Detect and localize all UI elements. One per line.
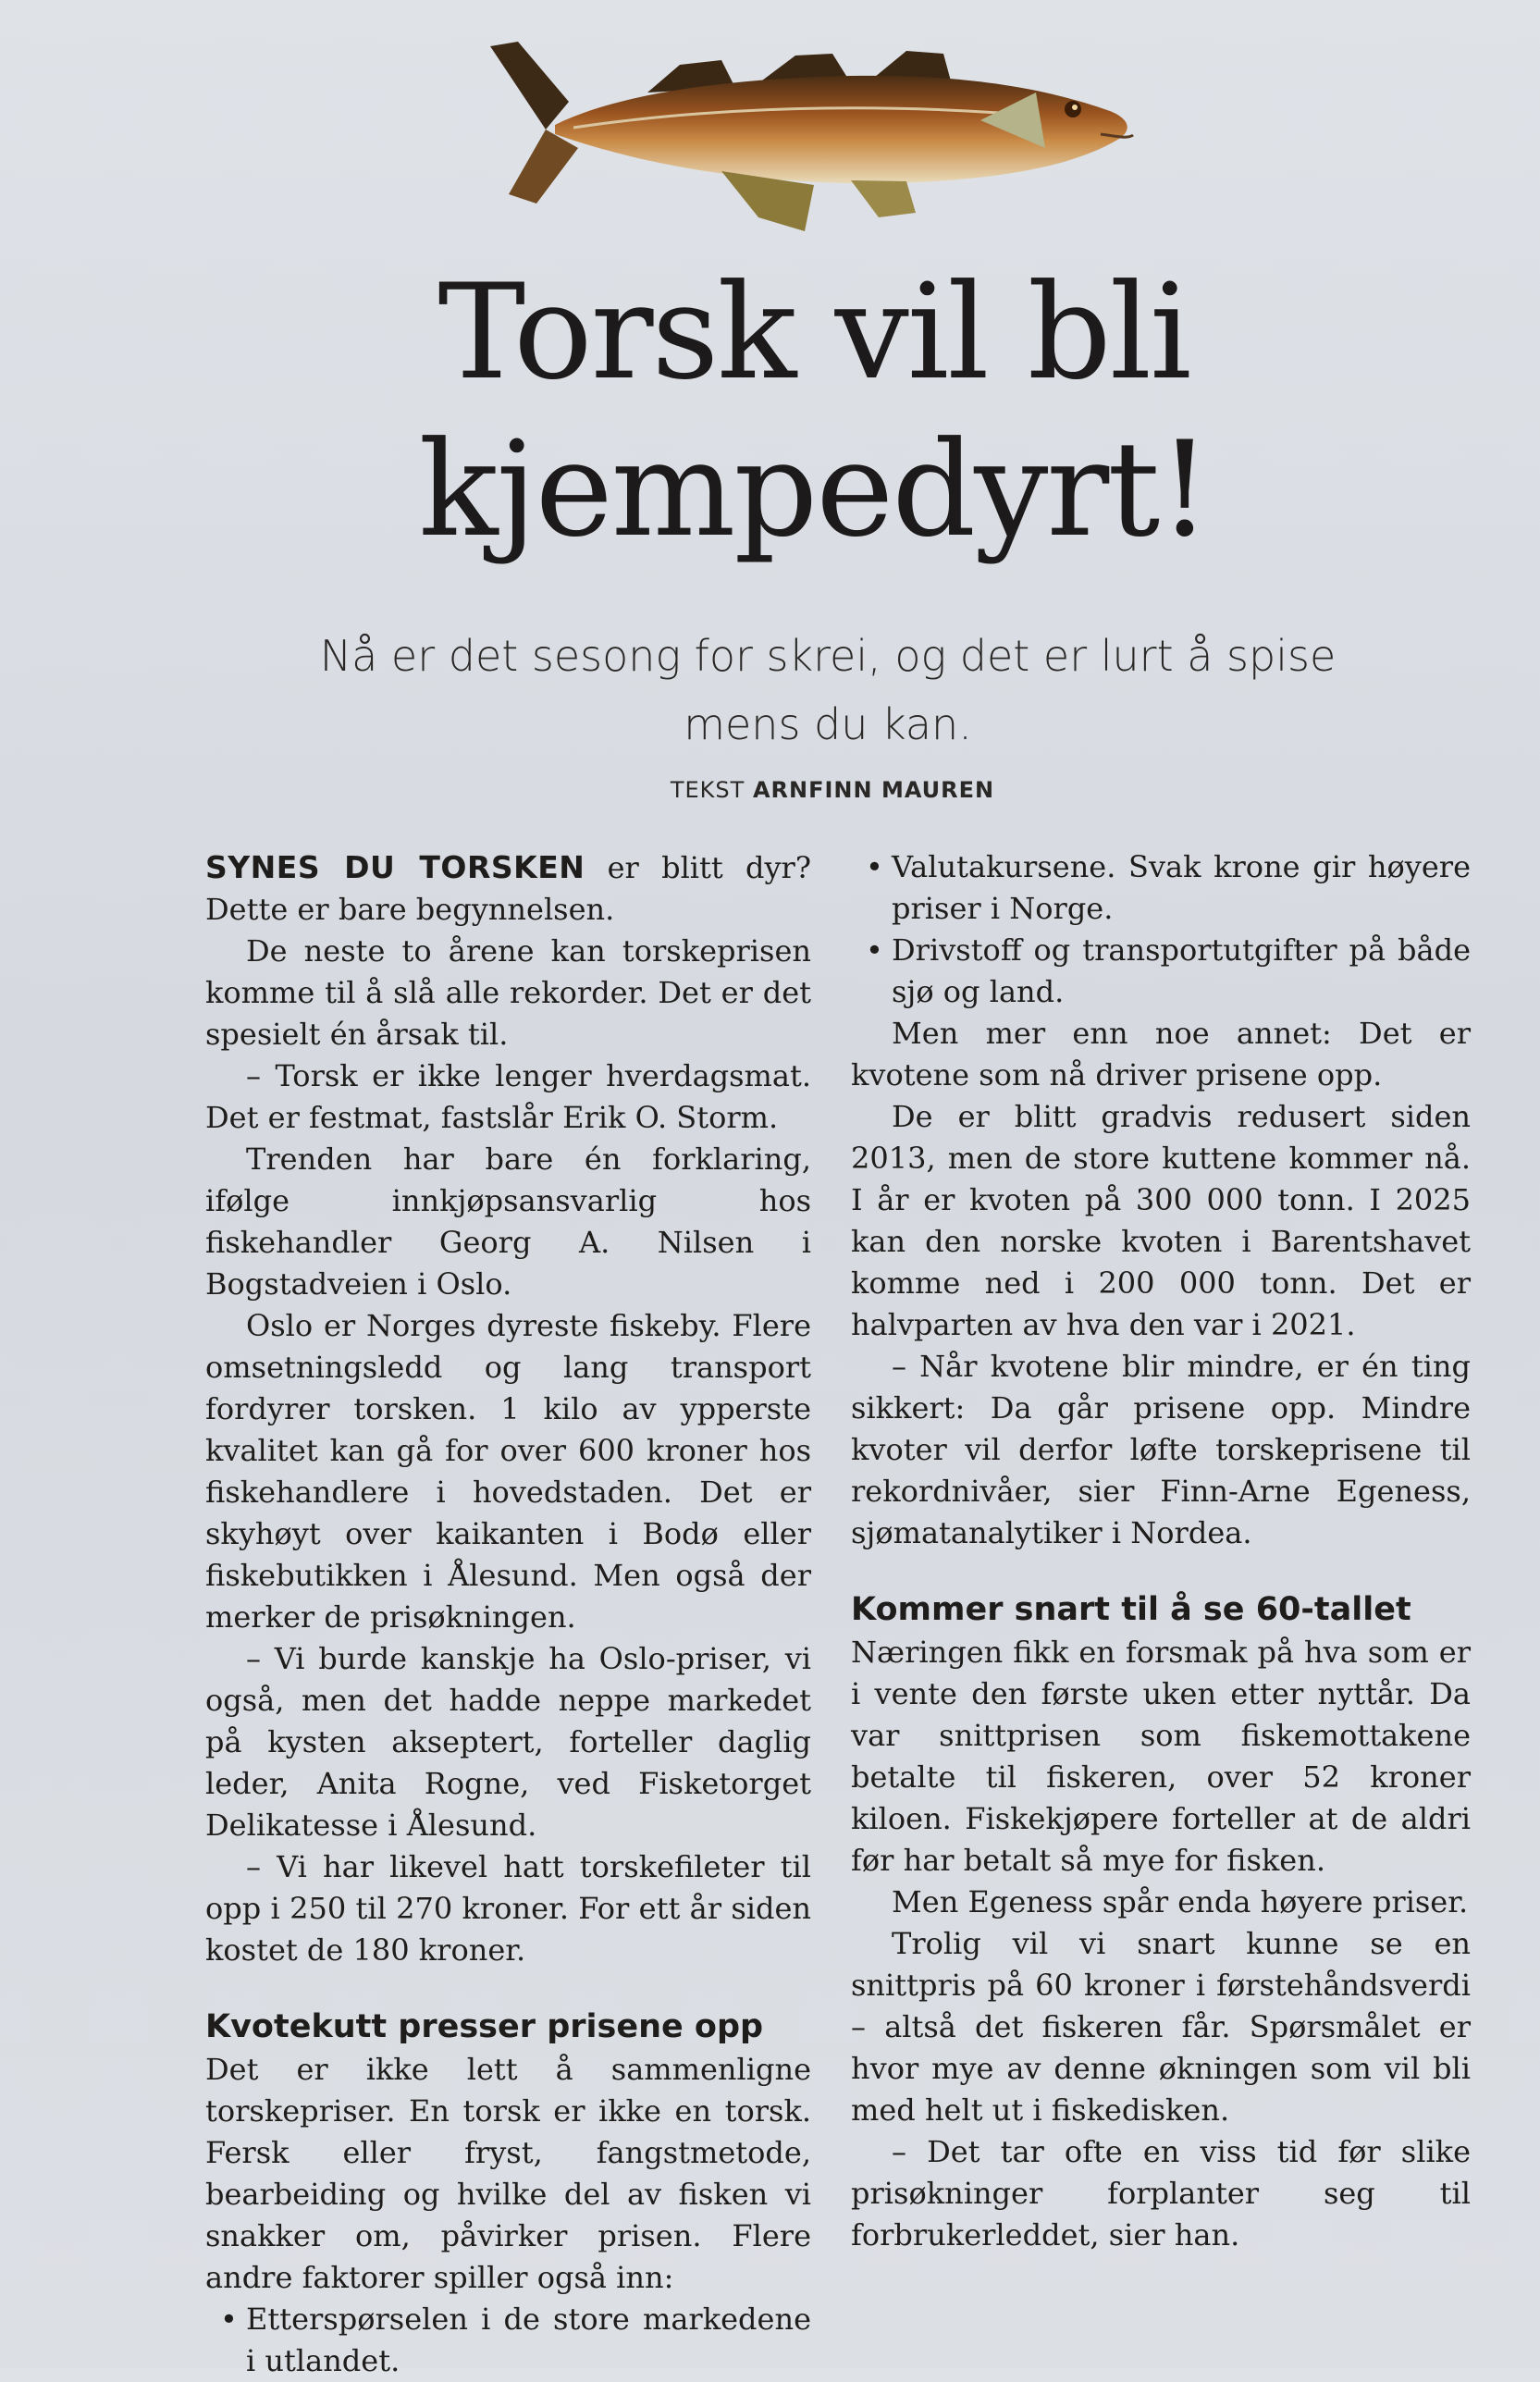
body-paragraph: Trolig vil vi snart kunne se en snittpris på 60 kroner i førstehåndsverdi – altså det fiskeren får. Spørsmålet er hvor mye av denne økningen som vil bli med helt ut i fiskedisken. bbox=[851, 1926, 1471, 2128]
body-paragraph: – Vi har likevel hatt torskefileter til opp i 250 til 270 kroner. For ett år siden kostet de 180 kroner. bbox=[205, 1849, 811, 1968]
lead-caps: SYNES DU TORSKEN bbox=[205, 849, 585, 885]
byline-author: ARNFINN MAUREN bbox=[752, 777, 995, 803]
bullet-glyph: • bbox=[220, 2302, 238, 2337]
lead-paragraph bbox=[205, 846, 811, 931]
body-paragraph: Næringen fikk en forsmak på hva som er i vente den første uken etter nyttår. Da var snittprisen som fiskemottakene betalte til fiskeren, over 52 kroner kiloen. Fiskekjøpere forteller at de aldri før har betalt så mye for fisken. bbox=[851, 1635, 1471, 1878]
body-paragraph: De neste to årene kan torskeprisen komme til å slå alle rekorder. Det er det spesielt én årsak til. bbox=[205, 933, 811, 1052]
deck-subtitle: Nå er det sesong for skrei, og det er lurt å spise mens du kan. bbox=[319, 631, 1337, 749]
body-paragraph: Trenden har bare én forklaring, ifølge innkjøpsansvarlig hos fiskehandler Georg A. Nilsen i Bogstadveien i Oslo. bbox=[205, 1142, 811, 1302]
right-column bbox=[851, 846, 1471, 2256]
byline bbox=[499, 777, 1165, 803]
body-paragraph: – Når kvotene blir mindre, er én ting sikkert: Da går prisene opp. Mindre kvoter vil derfor løfte torskeprisene til rekordnivåer, sier Finn-Arne Egeness, sjømatanalytiker i Nordea. bbox=[851, 1349, 1471, 1550]
bullet-glyph: • bbox=[866, 849, 883, 884]
headline: Torsk vil bli kjempedyrt! bbox=[418, 256, 1210, 566]
bullet-glyph: • bbox=[866, 932, 883, 968]
body-paragraph: – Vi burde kanskje ha Oslo-priser, vi også, men det hadde neppe markedet på kysten akseptert, forteller daglig leder, Anita Rogne, ved Fisketorget Delikatesse i Ålesund. bbox=[205, 1641, 811, 1843]
bullet-list bbox=[851, 846, 1471, 1013]
subheading: Kommer snart til å se 60-tallet bbox=[851, 1591, 1411, 1628]
cod-fish-illustration bbox=[481, 9, 1165, 241]
left-column bbox=[205, 846, 811, 2382]
body-paragraph: Men Egeness spår enda høyere priser. bbox=[892, 1884, 1469, 1919]
byline-label: TEKST bbox=[670, 777, 745, 803]
body-paragraph: – Torsk er ikke lenger hverdagsmat. Det er festmat, fastslår Erik O. Storm. bbox=[205, 1058, 811, 1135]
body-paragraph: – Det tar ofte en viss tid før slike prisøkninger forplanter seg til forbrukerleddet, sier han. bbox=[851, 2134, 1471, 2252]
body-paragraph: Men mer enn noe annet: Det er kvotene som nå driver prisene opp. bbox=[851, 1016, 1471, 1092]
body-paragraph: Oslo er Norges dyreste fiskeby. Flere omsetningsledd og lang transport fordyrer torsken. 1 kilo av ypperste kvalitet kan gå for over 600 kroner hos fiskehandlere i hovedstaden. Det er skyhøyt over kaikanten i Bodø eller fiskebutikken i Ålesund. Men også der merker de prisøkningen. bbox=[205, 1308, 811, 1635]
bullet-item: • Valutakursene. Svak krone gir høyere priser i Norge. bbox=[851, 846, 1471, 930]
subheading: Kvotekutt presser prisene opp bbox=[205, 2008, 764, 2045]
bullet-item: • Etterspørselen i de store markedene i utlandet. bbox=[205, 2299, 811, 2382]
bullet-item: • Drivstoff og transportutgifter på både sjø og land. bbox=[851, 930, 1471, 1013]
lead-rest: er blitt dyr? Dette er bare begynnelsen. bbox=[205, 850, 812, 927]
body-paragraph: Det er ikke lett å sammenligne torskepriser. En torsk er ikke en torsk. Fersk eller fryst, fangstmetode, bearbeiding og hvilke del av fisken vi snakker om, påvirker prisen. Flere andre faktorer spiller også inn: bbox=[205, 2052, 811, 2295]
bullet-list bbox=[205, 2299, 811, 2382]
body-paragraph: De er blitt gradvis redusert siden 2013, men de store kuttene kommer nå. I år er kvoten på 300 000 tonn. I 2025 kan den norske kvoten i Barentshavet komme ned i 200 000 tonn. Det er halvparten av hva den var i 2021. bbox=[851, 1099, 1471, 1342]
